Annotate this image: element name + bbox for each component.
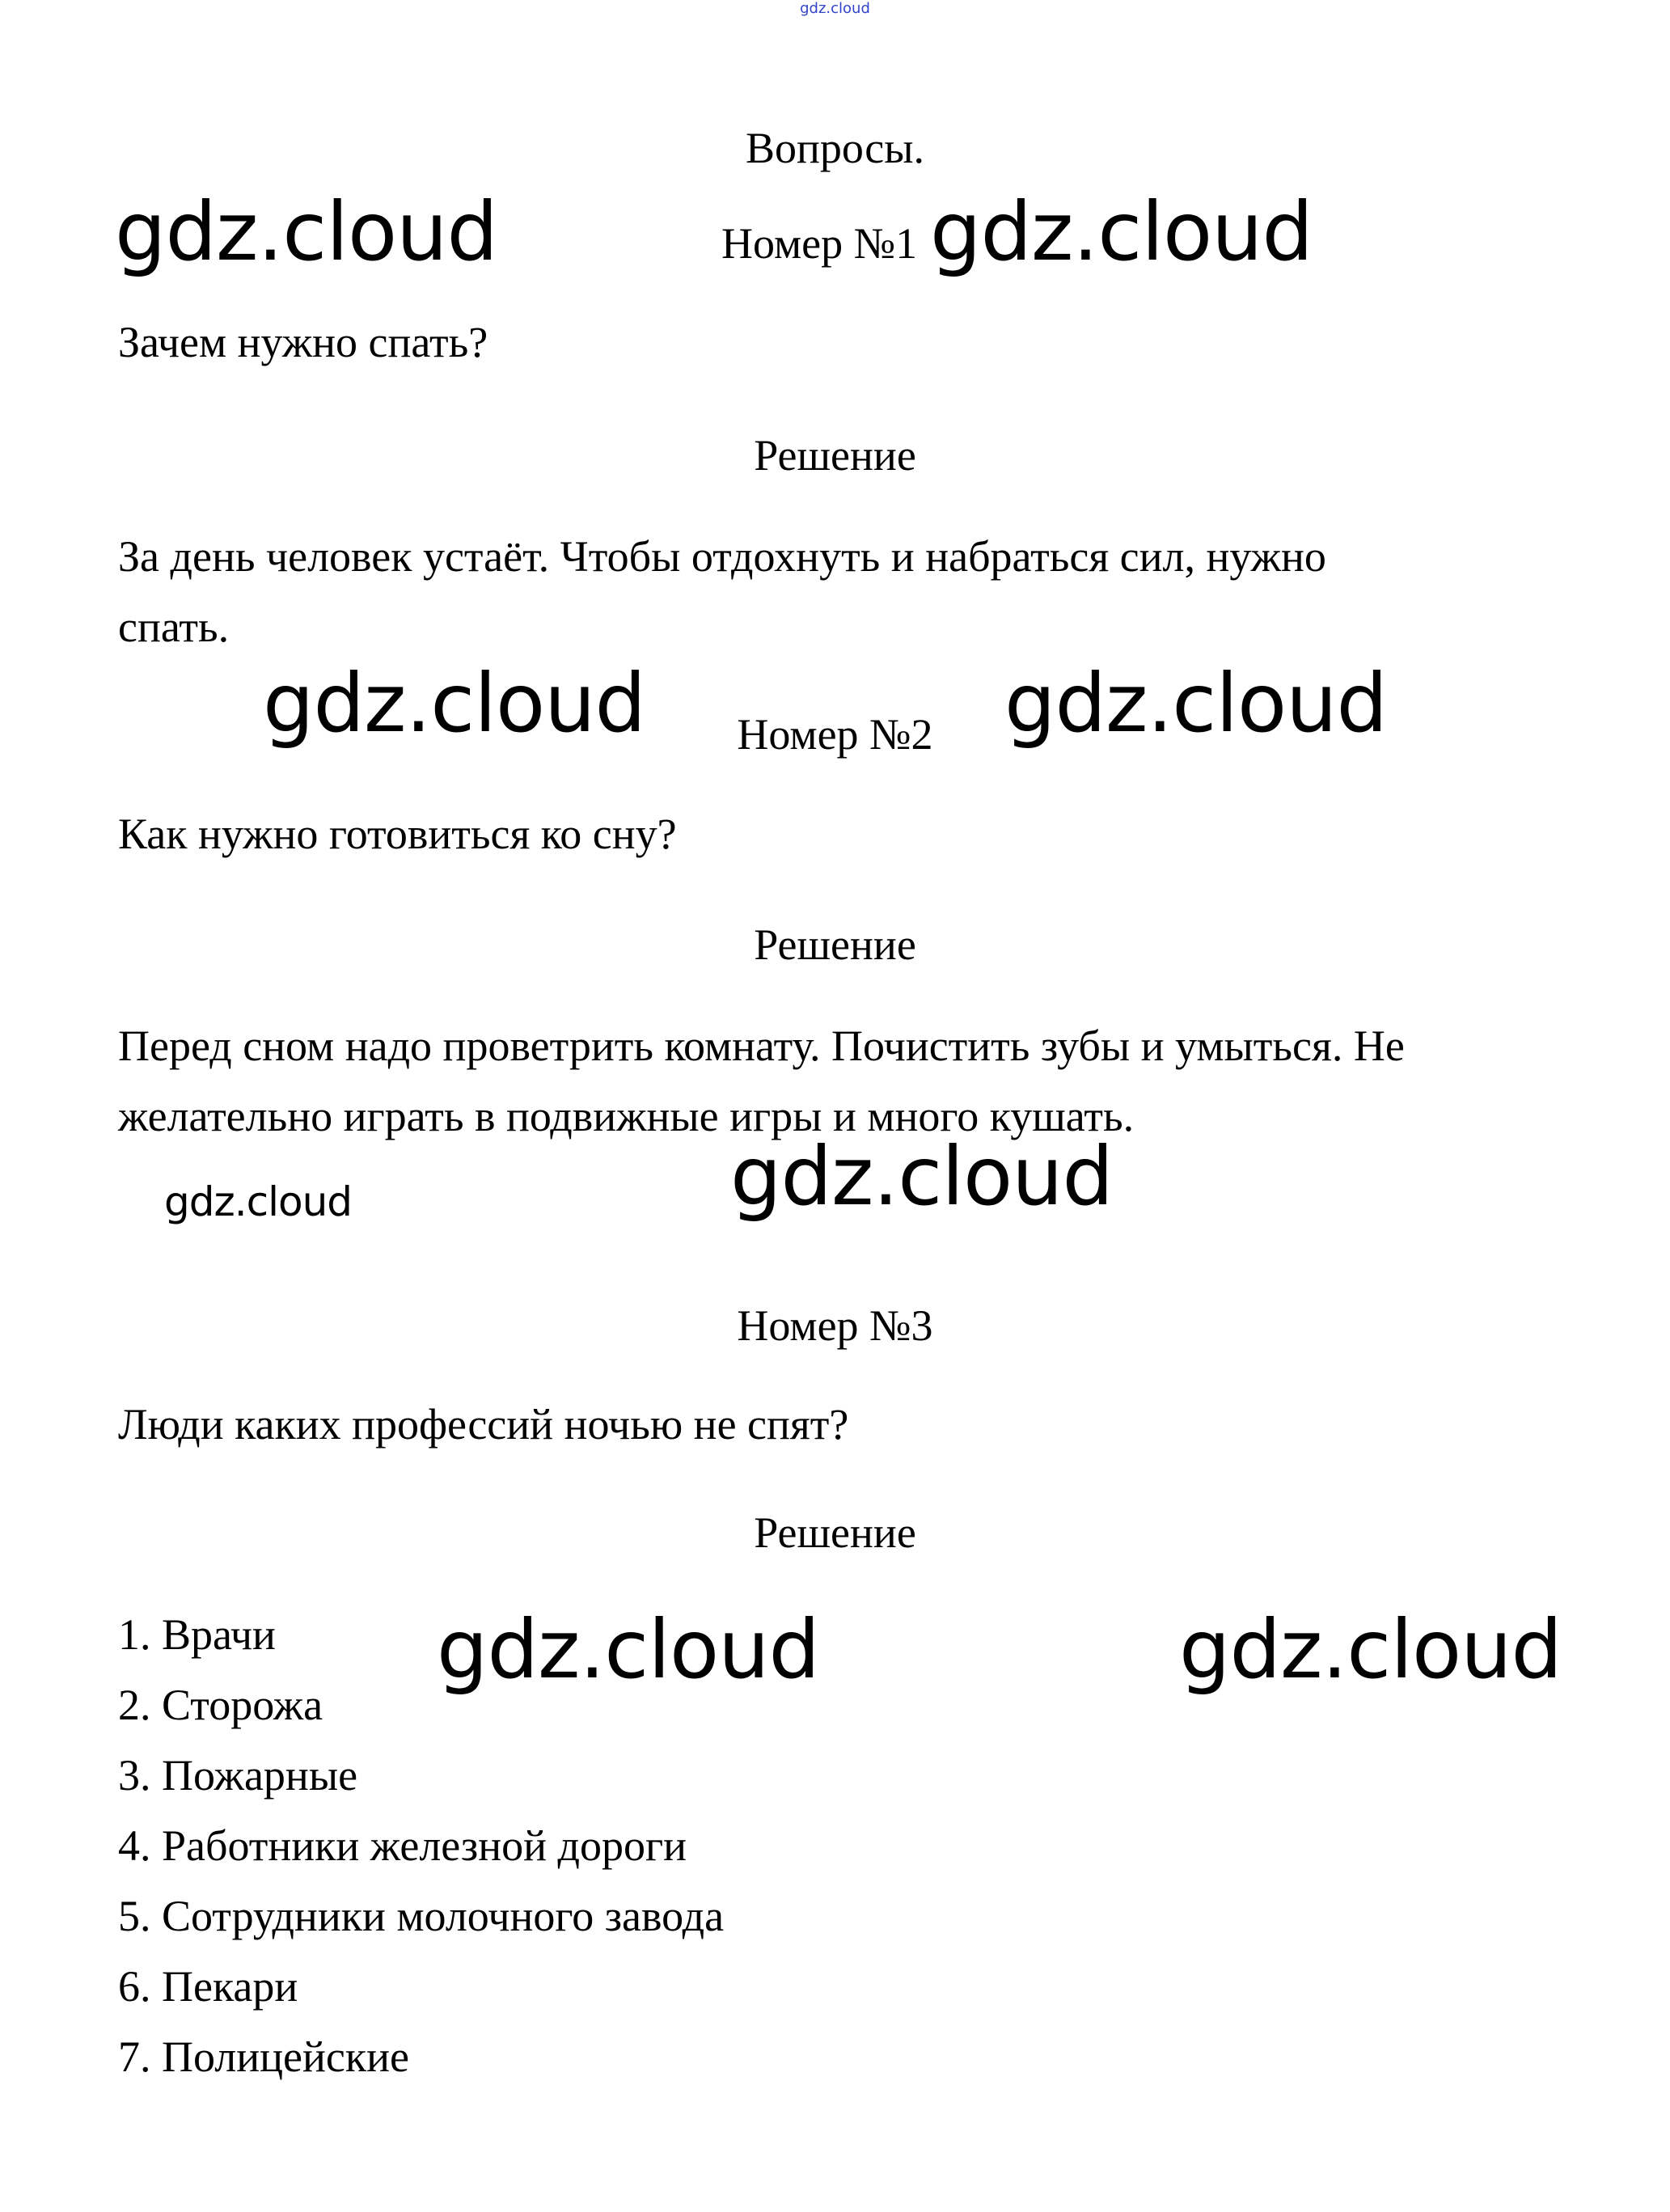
question-1-answer-line-1: За день человек устаёт. Чтобы отдохнуть и набраться сил, нужно (118, 532, 1326, 581)
page-title: Вопросы. (745, 124, 924, 172)
question-3-solution-label: Решение (754, 1508, 916, 1557)
watermark-8: gdz.cloud (1179, 1602, 1562, 1697)
watermark-2: gdz.cloud (930, 184, 1313, 279)
question-1-number: Номер №1 (721, 219, 918, 268)
top-watermark: gdz.cloud (800, 0, 870, 17)
answer-list-item: 4. Работники железной дороги (118, 1821, 687, 1870)
watermark-7: gdz.cloud (437, 1602, 820, 1697)
watermark-1: gdz.cloud (115, 184, 498, 279)
watermark-4: gdz.cloud (1004, 656, 1388, 751)
answer-list-item: 1. Врачи (118, 1610, 276, 1659)
answer-list-item: 6. Пекари (118, 1962, 298, 2011)
question-3-number: Номер №3 (737, 1301, 933, 1350)
answer-list-item: 5. Сотрудники молочного завода (118, 1892, 725, 1940)
question-2-solution-label: Решение (754, 920, 916, 969)
question-2-answer-line-1: Перед сном надо проветрить комнату. Почистить зубы и умыться. Не (118, 1021, 1405, 1070)
answer-list-item: 3. Пожарные (118, 1751, 358, 1800)
question-2-text: Как нужно готовиться ко сну? (118, 810, 677, 858)
watermark-6: gdz.cloud (730, 1129, 1114, 1224)
answer-list-item: 2. Сторожа (118, 1681, 323, 1729)
answer-list-item: 7. Полицейские (118, 2032, 409, 2081)
question-2-number: Номер №2 (737, 710, 933, 759)
question-1-answer-line-2: спать. (118, 603, 230, 651)
question-2-answer-line-2: желательно играть в подвижные игры и много кушать. (118, 1092, 1135, 1140)
question-3-text: Люди каких профессий ночью не спят? (118, 1400, 849, 1449)
question-1-solution-label: Решение (754, 431, 916, 480)
watermark-3: gdz.cloud (263, 656, 646, 751)
question-1-text: Зачем нужно спать? (118, 318, 488, 366)
watermark-5: gdz.cloud (164, 1178, 353, 1225)
